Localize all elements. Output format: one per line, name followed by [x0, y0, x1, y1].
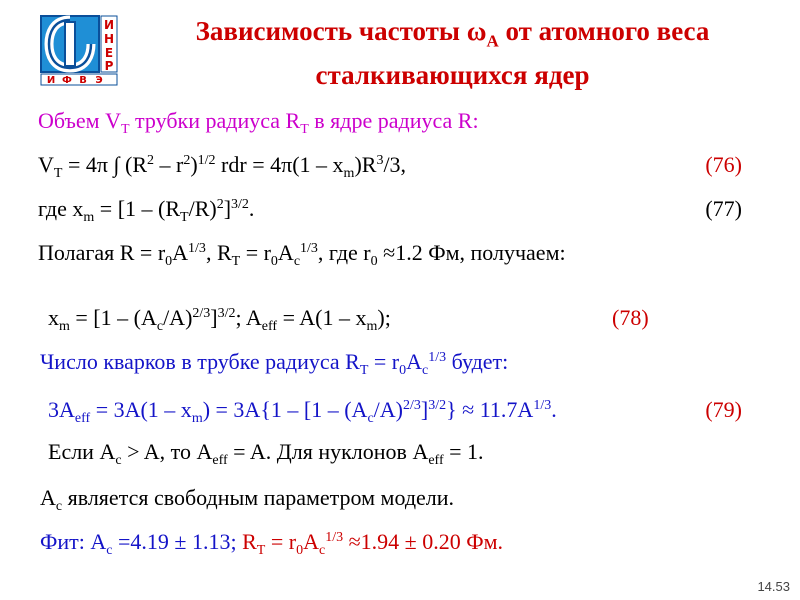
subscript: c: [293, 254, 301, 269]
formula-text: Если A: [48, 439, 116, 464]
formula-text: ≈1.2 Фм, получаем:: [377, 240, 566, 265]
formula-text: ) = 3A{1 – [1 – (A: [202, 397, 368, 422]
formula-text: будет:: [446, 349, 509, 374]
formula-text: = r: [240, 240, 271, 265]
formula-text: , где r: [317, 240, 371, 265]
subscript: eff: [261, 319, 278, 334]
formula-text: ): [190, 152, 198, 177]
formula-text: Фит: A: [40, 529, 107, 554]
subscript: T: [256, 543, 266, 558]
line-free-parameter: [40, 485, 455, 514]
superscript: 1/3: [300, 241, 318, 256]
formula-text: ]: [210, 305, 218, 330]
formula-text: в ядре радиуса R:: [308, 108, 479, 133]
superscript: 3/2: [231, 197, 249, 212]
formula-text: rdr = 4π(1 – x: [215, 152, 344, 177]
subscript: eff: [428, 453, 444, 468]
formula-text: V: [38, 152, 54, 177]
omega-subscript: A: [486, 31, 499, 51]
subscript: m: [59, 319, 70, 334]
formula-text: = r: [368, 349, 400, 374]
subscript: m: [366, 319, 378, 334]
formula-text: трубки радиуса R: [129, 108, 301, 133]
superscript: 3/2: [428, 398, 447, 413]
superscript: 1/3: [428, 350, 447, 365]
subscript: 0: [399, 363, 407, 378]
formula-text: = 3A(1 – x: [90, 397, 192, 422]
line-assumption: [38, 240, 566, 269]
formula-text: где x: [38, 196, 84, 221]
superscript: 1/3: [325, 530, 344, 545]
formula-text: Число кварков в трубке радиуса R: [40, 349, 360, 374]
superscript: 1/2: [197, 153, 216, 168]
formula-text: > A, то A: [121, 439, 213, 464]
formula-text: = r: [265, 529, 297, 554]
formula-text: ; A: [235, 305, 262, 330]
formula-text: .: [551, 397, 557, 422]
formula-text: .: [248, 196, 255, 221]
subscript: 0: [370, 254, 378, 269]
subscript: c: [55, 499, 63, 514]
formula-text: – r: [154, 152, 184, 177]
line-fit-result: [40, 529, 504, 558]
page-number: 14.53: [757, 579, 790, 594]
formula-text: ]: [223, 196, 232, 221]
line-xm-aeff: [48, 305, 391, 334]
formula-text: =4.19 ± 1.13;: [112, 529, 243, 554]
formula-text: R: [242, 529, 257, 554]
formula-text: = 4π ∫ (R: [62, 152, 147, 177]
subscript: eff: [74, 411, 91, 426]
superscript: 3/2: [217, 306, 236, 321]
title-line-1: [135, 14, 770, 58]
superscript: 2: [216, 197, 224, 212]
subscript: c: [115, 453, 122, 468]
subscript: c: [367, 411, 374, 426]
title-text: Зависимость частоты: [195, 16, 467, 46]
formula-text: = A(1 – x: [277, 305, 367, 330]
line-quark-count-intro: [40, 349, 509, 378]
subscript: eff: [212, 453, 228, 468]
formula-text: ≈1.94 ± 0.20 Фм.: [343, 529, 504, 554]
subscript: m: [343, 166, 355, 181]
formula-text: A: [277, 240, 294, 265]
formula-text: /A): [373, 397, 403, 422]
subscript: T: [120, 122, 130, 137]
formula-text: } ≈ 11.7A: [446, 397, 534, 422]
logo-letter: Р: [104, 59, 114, 73]
formula-text: /3,: [383, 152, 407, 177]
omega-symbol: ω: [466, 16, 487, 46]
superscript: 2: [147, 153, 154, 168]
subscript: 0: [270, 254, 278, 269]
logo-letter: Э: [95, 75, 103, 86]
formula-text: , R: [205, 240, 232, 265]
formula-text: Объем V: [38, 108, 121, 133]
equation-number-78: (78): [612, 305, 649, 330]
superscript: 2/3: [402, 398, 421, 413]
line-condition: [48, 439, 484, 468]
subscript: 0: [165, 254, 173, 269]
formula-text: /R): [188, 196, 217, 221]
equation-number-76: (76): [705, 152, 742, 177]
subscript: 0: [296, 543, 304, 558]
formula-text: A: [40, 485, 56, 510]
line-xm-definition: [38, 196, 255, 225]
formula-text: )R: [354, 152, 377, 177]
superscript: 1/3: [188, 241, 206, 256]
formula-text: = A. Для нуклонов A: [227, 439, 429, 464]
formula-text: );: [377, 305, 391, 330]
formula-text: Полагая R = r: [38, 240, 166, 265]
formula-text: A: [406, 349, 423, 374]
subscript: m: [83, 210, 95, 225]
formula-text: = [1 – (A: [69, 305, 157, 330]
subscript: c: [318, 543, 326, 558]
title-line-2: сталкивающихся ядер: [315, 60, 590, 91]
subscript: T: [53, 166, 63, 181]
logo-letter: И: [46, 75, 56, 86]
superscript: 2/3: [192, 306, 211, 321]
line-quark-count-formula: [48, 397, 557, 426]
formula-text: = 1.: [443, 439, 484, 464]
equation-number-77: (77): [705, 196, 742, 221]
subscript: T: [231, 254, 241, 269]
equation-number-79: (79): [705, 397, 742, 422]
subscript: T: [300, 122, 309, 137]
line-volume-formula: [38, 152, 407, 181]
ihep-logo: [39, 14, 119, 86]
subscript: c: [156, 319, 164, 334]
subscript: T: [359, 363, 369, 378]
subscript: T: [180, 210, 189, 225]
formula-text: x: [48, 305, 59, 330]
formula-text: является свободным параметром модели.: [62, 485, 455, 510]
formula-text: /A): [163, 305, 193, 330]
logo-letter: И: [103, 18, 115, 32]
logo-letter: Е: [104, 46, 114, 60]
logo-letter: Н: [103, 32, 115, 46]
formula-text: A: [172, 240, 189, 265]
superscript: 2: [183, 153, 191, 168]
formula-text: = [1 – (R: [94, 196, 181, 221]
formula-text: ]: [420, 397, 429, 422]
formula-text: 3A: [48, 397, 75, 422]
title-text: от атомного веса: [498, 16, 710, 46]
logo-letter: В: [79, 75, 87, 86]
superscript: 3: [376, 153, 384, 168]
subscript: c: [422, 363, 429, 378]
subscript: m: [191, 411, 203, 426]
formula-text: A: [303, 529, 319, 554]
slide-title: [135, 14, 770, 92]
superscript: 1/3: [533, 398, 552, 413]
logo-letter: Ф: [62, 75, 72, 86]
line-volume-intro: [38, 108, 479, 137]
subscript: c: [106, 543, 113, 558]
